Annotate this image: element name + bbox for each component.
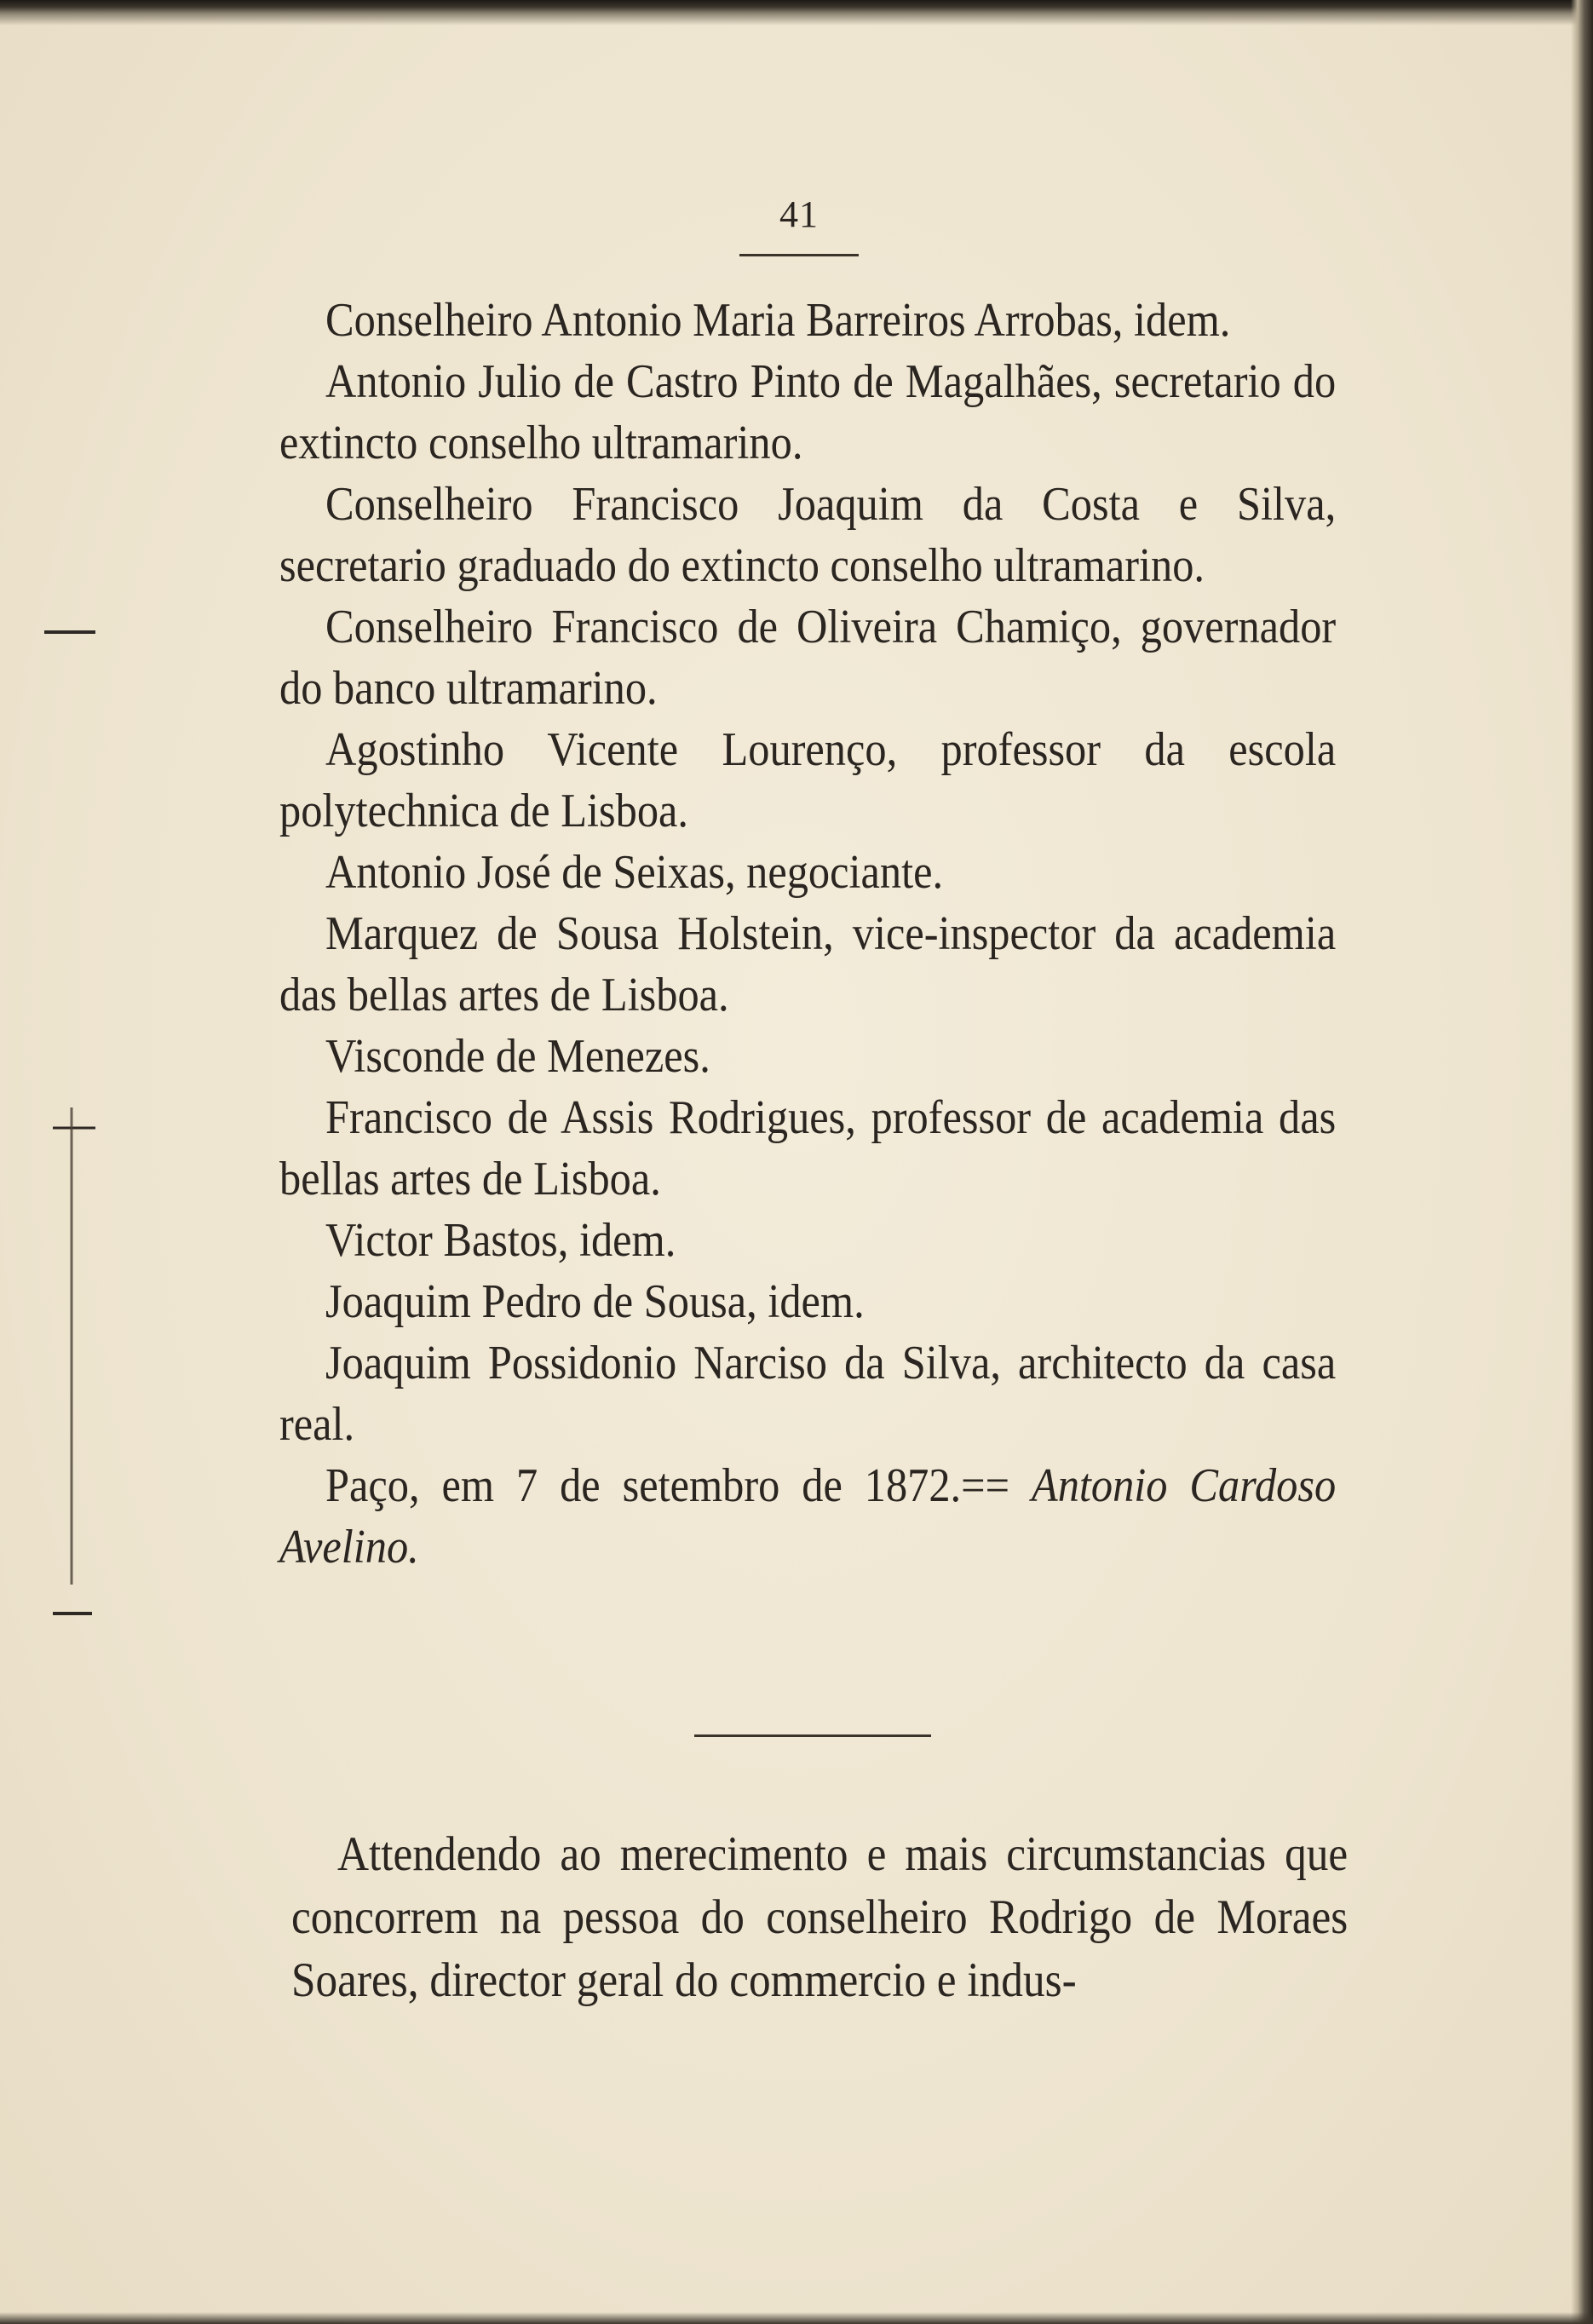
page-number-rule — [739, 254, 859, 256]
closing-date: Paço, em 7 de setembro de 1872.== — [325, 1459, 1032, 1512]
page-bottom-edge — [0, 2312, 1593, 2324]
decree-paragraph — [291, 1823, 1349, 2012]
list-item: Marquez de Sousa Holstein, vice-inspector da academia das bellas artes de Lisboa. — [279, 907, 1337, 1021]
list-item: Conselheiro Francisco de Oliveira Chamiço, governador do banco ultramarino. — [279, 601, 1337, 715]
list-item: Francisco de Assis Rodrigues, professor de academia das bellas artes de Lisboa. — [279, 1091, 1337, 1205]
list-item: Joaquim Possidonio Narciso da Silva, architecto da casa real. — [279, 1337, 1337, 1451]
list-item: Conselheiro Antonio Maria Barreiros Arrobas, idem. — [325, 294, 1231, 347]
list-item: Antonio José de Seixas, negociante. — [325, 846, 944, 899]
page-number: 41 — [779, 193, 819, 235]
section-divider — [694, 1734, 931, 1737]
appointee-list — [279, 290, 1337, 1578]
closing-line — [279, 1455, 1336, 1578]
margin-marks — [0, 0, 119, 2324]
page-right-edge — [1571, 0, 1593, 2324]
list-item: Victor Bastos, idem. — [325, 1214, 676, 1267]
decree-text: Attendendo ao merecimento e mais circumstancias que concorrem na pessoa do conselheiro Rodrigo de Moraes Soares, director geral do commercio e indus- — [291, 1827, 1349, 2007]
list-item: Conselheiro Francisco Joaquim da Costa e Silva, secretario graduado do extincto conselho ultramarino. — [279, 478, 1337, 592]
list-item: Antonio Julio de Castro Pinto de Magalhães, secretario do extincto conselho ultramarino. — [279, 355, 1337, 469]
page-top-edge — [0, 0, 1593, 26]
list-item: Visconde de Menezes. — [325, 1030, 710, 1083]
list-item: Agostinho Vicente Lourenço, professor da escola polytechnica de Lisboa. — [279, 723, 1337, 837]
list-item: Joaquim Pedro de Sousa, idem. — [325, 1275, 865, 1328]
signature: Antonio Cardoso Avelino. — [279, 1459, 1337, 1573]
